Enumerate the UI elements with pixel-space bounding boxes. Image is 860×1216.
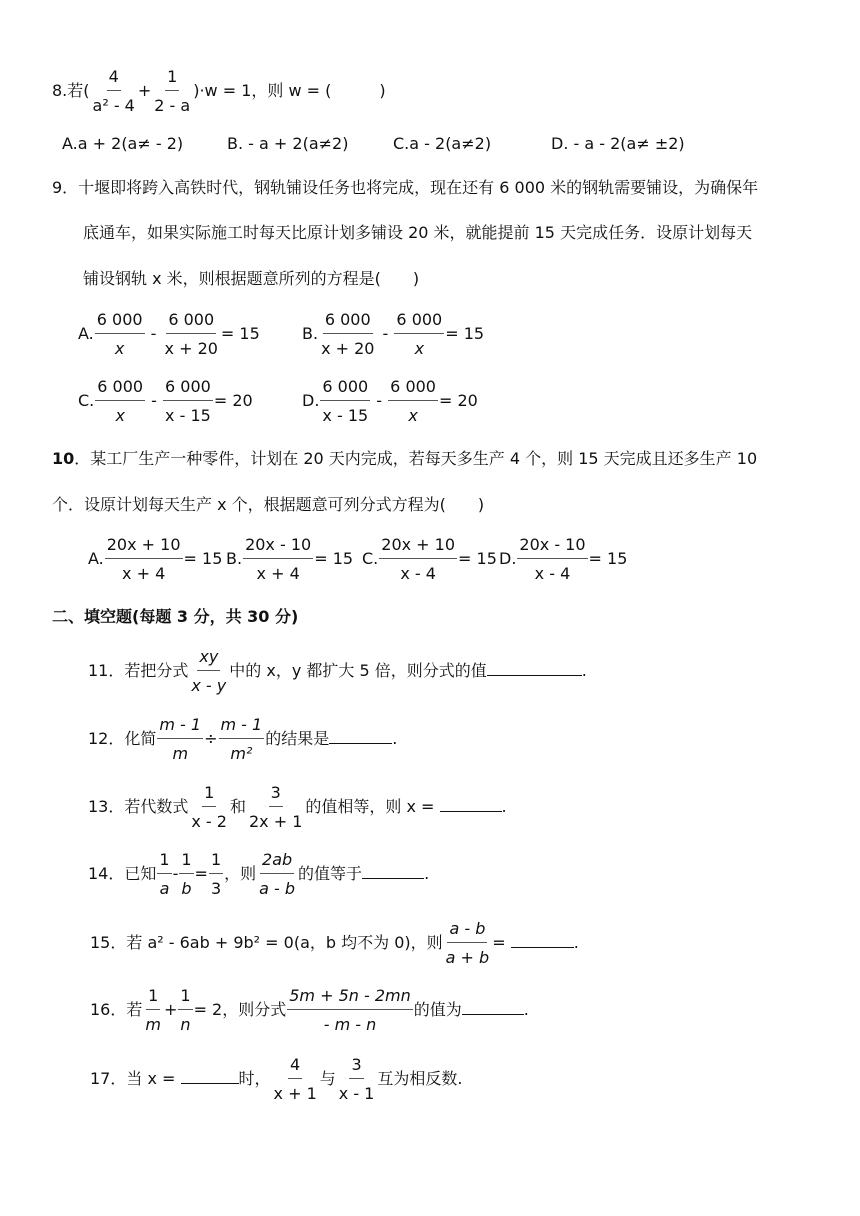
q8-frac1-num: 4 xyxy=(107,66,121,91)
q17-n2: 3 xyxy=(349,1054,363,1079)
section-2-title: 二、填空题(每题 3 分，共 30 分) xyxy=(52,607,299,626)
q13-d1: x - 2 xyxy=(191,812,227,831)
q15-den: a + b xyxy=(445,948,490,967)
q14-answer-blank[interactable] xyxy=(362,862,424,879)
q9-c-label: C. xyxy=(78,391,95,410)
q14-d3: 3 xyxy=(210,879,222,898)
q15-end: . xyxy=(573,933,579,952)
q10-line2: 个．设原计划每天生产 x 个，根据题意可列分式方程为( ) xyxy=(52,495,485,514)
q14-post: 的值等于 xyxy=(298,864,363,883)
q13-mid: 和 xyxy=(229,797,246,816)
q17-frac2 xyxy=(337,1054,377,1105)
q15-frac xyxy=(444,918,492,969)
q8-frac2-num: 1 xyxy=(165,66,179,91)
q9-b-d1: x + 20 xyxy=(321,339,375,358)
q17-post: 互为相反数. xyxy=(377,1069,463,1088)
q9-b-frac1 xyxy=(319,309,376,360)
q9-option-c: C. $\frac{6 000}{x}$ - $\frac{6 000}{x - 15}$ = 20 xyxy=(78,377,253,425)
q9-d-label: D. xyxy=(302,391,320,410)
q10-d-rhs: = 15 xyxy=(588,549,628,568)
q17-mid1: 时， xyxy=(238,1069,271,1088)
q11-pre: 11．若把分式 xyxy=(88,661,189,680)
q9-option-d: D. $\frac{6 000}{x - 15}$ - $\frac{6 000}{x}$ = 20 xyxy=(302,377,478,425)
q17-pre: 17．当 x = xyxy=(90,1069,181,1088)
q10-c-rhs: = 15 xyxy=(458,549,497,568)
q14-n1: 1 xyxy=(157,849,171,874)
q16-post: 的值为 xyxy=(413,1000,462,1019)
q17-d2: x - 1 xyxy=(338,1084,375,1103)
q13-frac1 xyxy=(189,782,229,833)
q16 xyxy=(90,985,529,1036)
q8-option-b: B. - a + 2(a≠2) xyxy=(227,134,349,153)
q12-n2: m - 1 xyxy=(219,714,265,739)
q9-a-rhs: = 15 xyxy=(220,324,260,343)
q10-c-label: C. xyxy=(362,549,379,568)
q16-d3: - m - n xyxy=(323,1015,377,1034)
q12-end: . xyxy=(392,729,398,748)
q9-d-n2: 6 000 xyxy=(388,376,438,401)
q10-a-label: A. xyxy=(88,549,104,568)
q14-minus: - xyxy=(172,864,179,883)
q12-post: 的结果是 xyxy=(265,729,330,748)
q9-b-rhs: = 15 xyxy=(445,324,485,343)
q10-a-rhs: = 15 xyxy=(183,549,223,568)
q16-mid: = 2，则分式 xyxy=(193,1000,287,1019)
q10-a-den: x + 4 xyxy=(122,564,166,583)
q13-end: . xyxy=(501,797,507,816)
q8-frac1 xyxy=(91,66,137,117)
q14 xyxy=(88,849,429,900)
q12-frac2 xyxy=(219,714,265,765)
q8-option-d: D. - a - 2(a≠ ±2) xyxy=(551,134,685,153)
q11-answer-blank[interactable] xyxy=(487,659,582,676)
q11 xyxy=(88,646,587,697)
q11-den: x - y xyxy=(191,676,227,695)
q10-a-num: 20x + 10 xyxy=(105,534,183,559)
q17-answer-blank[interactable] xyxy=(181,1067,239,1084)
q10-line1 xyxy=(52,448,757,470)
q9-c-d2: x - 15 xyxy=(165,406,211,425)
q13-n1: 1 xyxy=(202,782,216,807)
q16-n2: 1 xyxy=(178,985,192,1010)
q14-frac1 xyxy=(157,849,171,900)
q17-d1: x + 1 xyxy=(273,1084,317,1103)
q9-line1: 9．十堰即将跨入高铁时代，钢轨铺设任务也将完成，现在还有 6 000 米的钢轨需要铺设，为确保年 xyxy=(52,178,759,197)
q13-frac2 xyxy=(247,782,304,833)
q10-option-d xyxy=(499,534,627,585)
q14-pre: 14．已知 xyxy=(88,864,157,883)
q8-suffix: )·w = 1，则 w = ( ) xyxy=(193,81,386,100)
q9-b-frac2 xyxy=(394,309,444,360)
q13-d2: 2x + 1 xyxy=(248,812,303,831)
q17-mid2: 与 xyxy=(319,1069,336,1088)
q9-a-d1: x xyxy=(114,339,125,358)
q14-end: . xyxy=(424,864,430,883)
q14-mid: ，则 xyxy=(224,864,257,883)
q16-plus: + xyxy=(163,1000,178,1019)
q9-option-b: B. $\frac{6 000}{x + 20}$ - $\frac{6 000}{x}$ = 15 xyxy=(302,310,485,358)
q8-frac2-den: 2 - a xyxy=(154,96,191,115)
q9-d-d2: x xyxy=(408,406,418,425)
q13 xyxy=(88,782,507,833)
q12-d2: m² xyxy=(230,744,253,763)
q9-c-frac2 xyxy=(163,376,213,427)
q14-d4: a - b xyxy=(259,879,296,898)
q16-d1: m xyxy=(145,1015,161,1034)
q14-frac2 xyxy=(179,849,193,900)
q9-a-label: A. xyxy=(78,324,94,343)
q9-d-d1: x - 15 xyxy=(322,406,369,425)
q12-pre: 12．化简 xyxy=(88,729,157,748)
q14-n4: 2ab xyxy=(260,849,294,874)
q10-c-den: x - 4 xyxy=(400,564,436,583)
q10-b-den: x + 4 xyxy=(256,564,300,583)
q10-b-num: 20x - 10 xyxy=(243,534,313,559)
q9-a-n2: 6 000 xyxy=(166,309,216,334)
q10-b-label: B. xyxy=(226,549,243,568)
q9-b-label: B. xyxy=(302,324,319,343)
q12 xyxy=(88,714,397,765)
q16-frac1 xyxy=(143,985,163,1036)
q12-d1: m xyxy=(172,744,189,763)
q8-plus: + xyxy=(137,81,152,100)
q11-end: . xyxy=(581,661,587,680)
q10-option-b xyxy=(226,534,353,585)
q16-d2: n xyxy=(180,1015,191,1034)
q10-option-a xyxy=(88,534,222,585)
q11-frac xyxy=(189,646,228,697)
q9-b-n2: 6 000 xyxy=(394,309,444,334)
q9-a-d2: x + 20 xyxy=(164,339,218,358)
q9-b-d2: x xyxy=(414,339,425,358)
q15-post: = xyxy=(492,933,511,952)
q9-d-frac1 xyxy=(320,376,370,427)
q8-frac1-den: a² - 4 xyxy=(92,96,135,115)
q15 xyxy=(90,918,579,969)
q13-pre: 13．若代数式 xyxy=(88,797,189,816)
q10-d-den: x - 4 xyxy=(534,564,571,583)
q12-answer-blank[interactable] xyxy=(329,727,392,744)
q9-c-frac1 xyxy=(95,376,145,427)
q16-n1: 1 xyxy=(146,985,160,1010)
q12-frac1 xyxy=(157,714,203,765)
q12-n1: m - 1 xyxy=(157,714,203,739)
q10-a-frac xyxy=(105,534,183,585)
q11-post: 中的 x，y 都扩大 5 倍，则分式的值 xyxy=(229,661,487,680)
q15-answer-blank[interactable] xyxy=(511,931,574,948)
q9-c-n1: 6 000 xyxy=(95,376,145,401)
q9-c-d1: x xyxy=(115,406,125,425)
q10-b-rhs: = 15 xyxy=(314,549,354,568)
q10-number: 10 xyxy=(52,449,75,468)
q9-d-n1: 6 000 xyxy=(320,376,370,401)
q8-option-a: A.a + 2(a≠ - 2) xyxy=(62,134,184,153)
q10-d-num: 20x - 10 xyxy=(517,534,587,559)
q16-n3: 5m + 5n - 2mn xyxy=(287,985,413,1010)
q14-n3: 1 xyxy=(209,849,223,874)
q14-equals: = xyxy=(194,864,208,883)
q16-frac3 xyxy=(287,985,413,1036)
q14-frac4 xyxy=(257,849,297,900)
q13-post: 的值相等，则 x = xyxy=(305,797,440,816)
q14-n2: 1 xyxy=(179,849,193,874)
q17-n1: 4 xyxy=(288,1054,302,1079)
q9-d-frac2 xyxy=(388,376,438,427)
q17 xyxy=(90,1054,462,1105)
q12-divide: ÷ xyxy=(204,729,218,748)
q8-frac2 xyxy=(152,66,192,117)
q9-d-rhs: = 20 xyxy=(438,391,478,410)
q10-line1-text: ．某工厂生产一种零件，计划在 20 天内完成，若每天多生产 4 个，则 15 天完成且还多生产 10 xyxy=(74,449,758,468)
q14-d2: b xyxy=(181,879,192,898)
q10-c-frac xyxy=(379,534,457,585)
q9-a-n1: 6 000 xyxy=(95,309,145,334)
q14-frac3 xyxy=(209,849,223,900)
q9-option-a: A. $\frac{6 000}{x}$ - $\frac{6 000}{x + 20}$ = 15 xyxy=(78,310,260,358)
q10-d-frac xyxy=(517,534,587,585)
q11-num: xy xyxy=(197,646,220,671)
q9-b-n1: 6 000 xyxy=(323,309,373,334)
q9-c-rhs: = 20 xyxy=(213,391,253,410)
q9-c-n2: 6 000 xyxy=(163,376,213,401)
q15-num: a - b xyxy=(447,918,487,943)
q16-answer-blank[interactable] xyxy=(462,998,524,1015)
q16-pre: 16．若 xyxy=(90,1000,143,1019)
q17-frac1 xyxy=(272,1054,319,1105)
q8-stem xyxy=(52,66,386,117)
q8-prefix: 8.若( xyxy=(52,81,90,100)
q9-line3: 铺设钢轨 x 米，则根据题意所列的方程是( ) xyxy=(83,269,420,288)
q16-frac2 xyxy=(178,985,192,1036)
q8-option-c: C.a - 2(a≠2) xyxy=(393,134,492,153)
q9-line2: 底通车，如果实际施工时每天比原计划多铺设 20 米，就能提前 15 天完成任务．设原计划每天 xyxy=(83,223,753,242)
q10-option-c xyxy=(362,534,497,585)
q16-end: . xyxy=(523,1000,529,1019)
q10-d-label: D. xyxy=(499,549,517,568)
q15-pre: 15．若 a² - 6ab + 9b² = 0(a，b 均不为 0)，则 xyxy=(90,933,443,952)
q13-answer-blank[interactable] xyxy=(440,795,502,812)
q14-d1: a xyxy=(159,879,170,898)
q13-n2: 3 xyxy=(269,782,283,807)
q9-a-frac2 xyxy=(163,309,220,360)
q9-a-frac1 xyxy=(95,309,145,360)
q10-b-frac xyxy=(243,534,313,585)
q10-c-num: 20x + 10 xyxy=(379,534,457,559)
